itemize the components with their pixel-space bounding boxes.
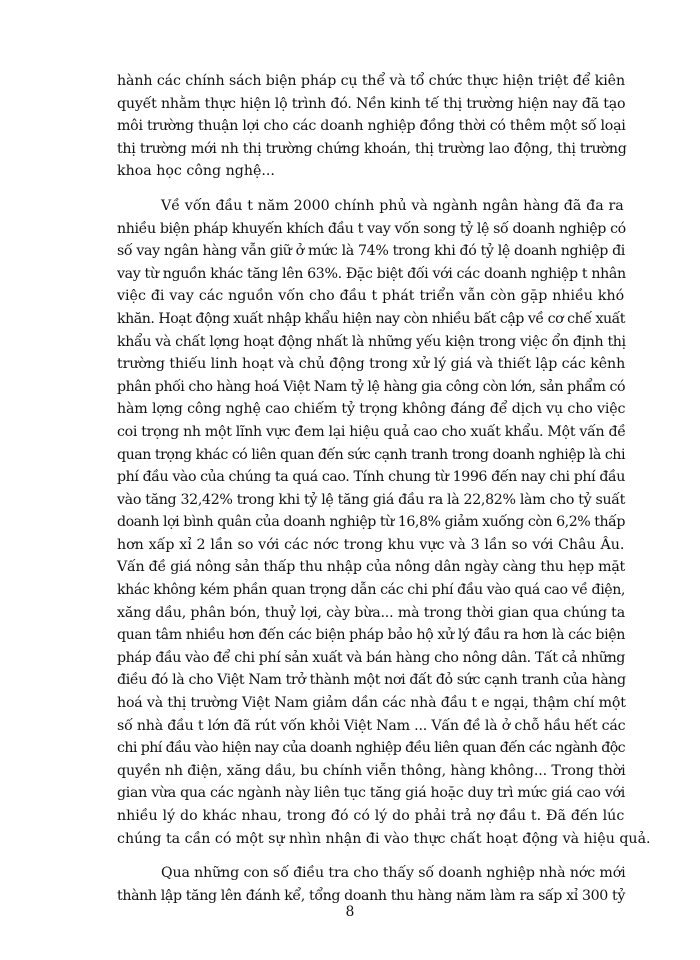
text-line: phí đầu vào của chúng ta quá cao. Tính chung từ 1996 đến nay chi phí đầu [117,469,625,486]
text-line: điều đó là cho Việt Nam trở thành một nơi đất đỏ sức cạnh tranh của hàng [117,672,626,689]
paragraph-gap [117,183,625,195]
text-line: trường thiếu linh hoạt và chủ động trong xử lý giá và thiết lập các kênh [117,356,626,373]
text-line: Vấn đề giá nông sản thấp thu nhập của nông dân ngày càng thu hẹp mặt [117,559,625,576]
text-line: hành các chính sách biện pháp cụ thể và tổ chức thực hiện triệt để kiên [117,73,625,89]
paragraph-gap [117,850,625,862]
text-line: xăng dầu, phân bón, thuỷ lợi, cày bừa... mà trong thời gian qua chúng ta [117,604,625,621]
text-line: doanh lợi bình quân của doanh nghiệp từ 16,8% giảm xuống còn 6,2% thấp [117,514,625,531]
document-page [117,70,651,907]
text-line: quyết nhằm thực hiện lộ trình đó. Nền kinh tế thị trường hiện nay đã tạo [117,95,626,112]
text-line: chi phí đầu vào hiện nay của doanh nghiệp đều liên quan đến các ngành độc [117,740,626,757]
paragraph-2 [117,195,651,850]
text-line: môi trường thuận lợi cho các doanh nghiệp đồng thời có thêm một số loại [117,118,626,135]
text-line: gian vừa qua các ngành này liên tục tăng giá hoặc duy trì mức giá cao với [117,785,625,802]
text-line: chúng ta cần có một sự nhìn nhận đi vào thực chất hoạt động và hiệu quả. [117,830,651,847]
text-line: khẩu và chất lợng hoạt động nhất là những yếu kiện trong việc ổn định thị [117,333,626,350]
text-line: việc đi vay các nguồn vốn cho đầu t phát triển vẫn còn gặp nhiều khó [117,288,625,305]
page-number: 8 [345,904,355,920]
text-line: khăn. Hoạt động xuất nhập khẩu hiện nay còn nhiều bất cập về cơ chế xuất [117,310,625,327]
text-line: phân phối cho hàng hoá Việt Nam tỷ lệ hàng gia công còn lớn, sản phẩm có [117,378,625,395]
text-line: quyền nh điện, xăng dầu, bu chính viễn thông, hàng không... Trong thời [117,762,626,779]
text-line: nhiều lý do khác nhau, trong đó có lý do phải trả nợ đầu t. Đã đến lúc [117,808,625,824]
text-line: thành lập tăng lên đánh kể, tổng doanh thu hàng năm làm ra sấp xỉ 300 tỷ [117,887,625,904]
text-line: quan tâm nhiều hơn đến các biện pháp bảo hộ xử lý đầu ra hơn là các biện [117,627,625,644]
text-line: quan trọng khác có liên quan đến sức cạnh tranh trong doanh nghiệp là chi [117,446,625,463]
text-line: số vay ngân hàng vẫn giữ ở mức là 74% trong khi đó tỷ lệ doanh nghiệp đi [117,243,625,260]
text-line: Qua những con số điều tra cho thấy số doanh nghiệp nhà nớc mới [161,865,626,882]
text-line: nhiều biện pháp khuyến khích đầu t vay vốn song tỷ lệ số doanh nghiệp có [117,220,626,237]
text-line: hơn xấp xỉ 2 lần so với các nớc trong khu vực và 3 lần so với Châu Âu. [117,536,625,553]
text-line: Về vốn đầu t năm 2000 chính phủ và ngành ngân hàng đã đa ra [161,197,624,214]
text-line: coi trọng nh một lĩnh vực đem lại hiệu quả cao cho xuất khẩu. Một vấn đề [117,423,626,440]
text-line: số nhà đầu t lớn đã rút vốn khỏi Việt Nam ... Vấn đề là ở chỗ hầu hết các [117,717,626,734]
text-line: pháp đầu vào để chi phí sản xuất và bán hàng cho nông dân. Tất cả những [117,649,625,666]
text-line: khoa học công nghệ... [117,163,275,180]
paragraph-3 [117,862,625,907]
text-line: hàm lợng công nghệ cao chiếm tỷ trọng không đáng để dịch vụ cho việc [117,401,626,418]
text-line: vào tăng 32,42% trong khi tỷ lệ tăng giá đầu ra là 22,82% làm cho tỷ suất [117,491,625,508]
paragraph-1 [117,70,625,183]
text-line: thị trường mới nh thị trường chứng khoán, thị trường lao động, thị trường [117,140,627,157]
text-line: hoá và thị trường Việt Nam giảm dần các nhà đầu t e ngại, thậm chí một [117,695,626,712]
text-line: khác không kém phần quan trọng dẫn các chi phí đầu vào quá cao về điện, [117,582,625,599]
text-line: vay từ nguồn khác tăng lên 63%. Đặc biệt đối với các doanh nghiệp t nhân [117,265,626,282]
